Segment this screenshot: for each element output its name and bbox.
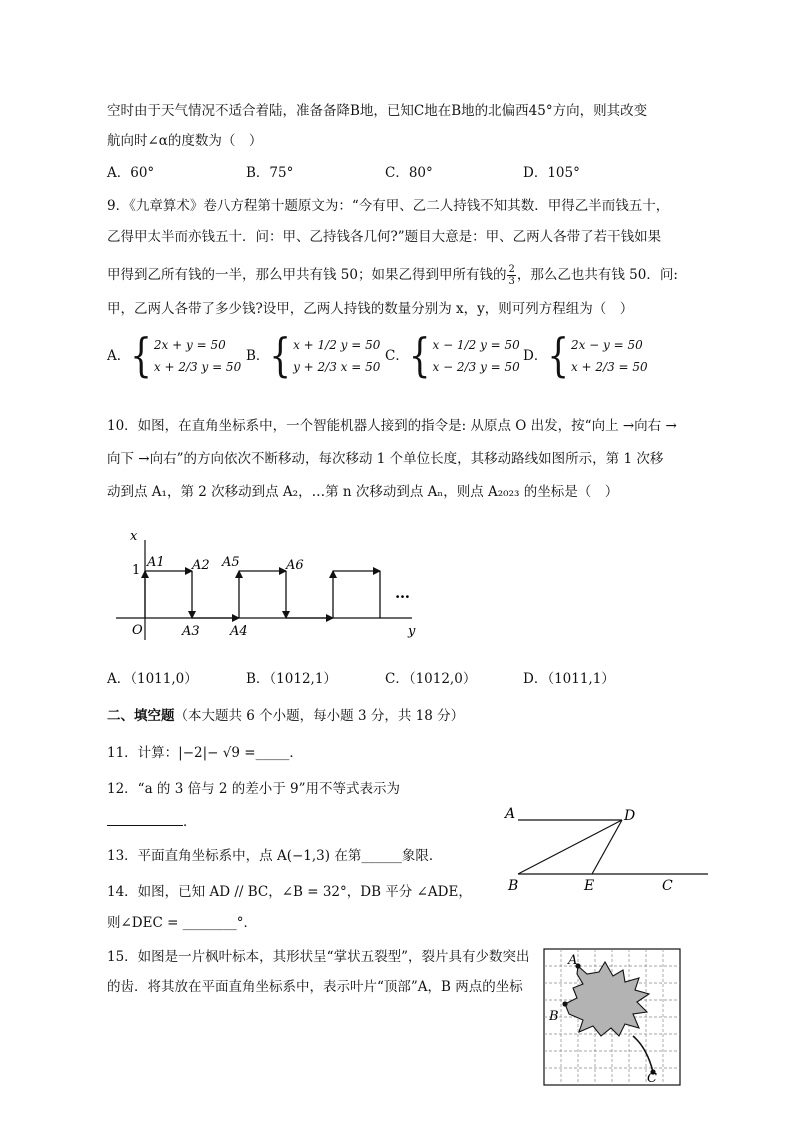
q10-path-figure: [112, 524, 422, 646]
point-label-a3: A3: [182, 624, 200, 639]
q14-parallel-lines-figure: [498, 800, 710, 896]
label-a: A: [568, 953, 578, 968]
axis-label-x: x: [130, 529, 138, 544]
q9-line3-part-a: 甲得到乙所有钱的一半，那么甲共有钱 50；如果乙得到甲所有钱的: [107, 267, 507, 283]
label-b: B: [549, 1009, 559, 1024]
label-c: C: [647, 1071, 657, 1086]
q15-line1: 15．如图是一片枫叶标本，其形状呈“掌状五裂型”，裂片具有少数突出: [107, 949, 530, 965]
left-brace-icon: {: [408, 329, 431, 383]
q11-text: 11．计算：|−2|− √9 =_____．: [107, 745, 303, 761]
q14-line1: 14．如图，已知 AD // BC，∠B = 32°，DB 平分 ∠ADE，: [107, 884, 472, 900]
q9-option-a[interactable]: [107, 329, 242, 383]
q8-line1: 空时由于天气情况不适合着陆，准备备降B地，已知C地在B地的北偏西45°方向，则其改变: [107, 103, 648, 119]
point-label-a5: A5: [222, 555, 240, 570]
q15-maple-leaf-figure: [543, 948, 681, 1086]
point-label-a2: A2: [192, 558, 210, 573]
point-label-a4: A4: [230, 624, 248, 639]
equation: x + 2/3 y = 50: [153, 360, 242, 374]
section-heading: [107, 707, 464, 725]
q10-line3: 动到点 A₁，第 2 次移动到点 A₂，…第 n 次移动到点 Aₙ，则点 A₂₀₂₃ 的坐标是（ ）: [107, 484, 619, 500]
q15-line2: 的齿．将其放在平面直角坐标系中，表示叶片“顶部”A，B 两点的坐标: [107, 979, 523, 995]
q8-line2: 航向时∠α的度数为（ ）: [107, 133, 263, 149]
label-b: B: [508, 878, 519, 894]
option-label: D．: [523, 348, 548, 364]
q14-line2: 则∠DEC = ________°．: [107, 915, 257, 931]
label-c: C: [662, 878, 673, 894]
q9-line3-part-b: ，那么乙也共有钱 50．问:: [516, 267, 678, 283]
point-label-a6: A6: [286, 558, 304, 573]
section-title: 二、填空题: [107, 708, 175, 724]
origin-label: O: [132, 623, 143, 638]
q10-option-d[interactable]: D．（1011,1）: [523, 671, 615, 687]
axis-label-y: y: [408, 624, 416, 639]
equation: x − 2/3 y = 50: [432, 360, 520, 374]
q9-option-d[interactable]: [523, 329, 648, 383]
point-label-a1: A1: [147, 555, 165, 570]
option-label: A．: [107, 348, 131, 364]
q8-option-b[interactable]: B．75°: [246, 165, 294, 181]
q8-option-c[interactable]: C．80°: [385, 165, 433, 181]
q9-fraction: [507, 264, 515, 287]
answer-blank[interactable]: [107, 811, 183, 826]
fraction-denominator: 3: [508, 276, 515, 287]
fraction-numerator: 2: [508, 264, 515, 275]
equation: x + 2/3 = 50: [570, 360, 648, 374]
section-note: （本大题共 6 个小题，每小题 3 分，共 18 分）: [174, 708, 465, 724]
option-label: B．: [246, 348, 270, 364]
left-brace-icon: {: [130, 329, 152, 383]
q9-option-b[interactable]: [246, 329, 381, 383]
q13-text: 13．平面直角坐标系中，点 A(−1,3) 在第______象限．: [107, 848, 443, 864]
q10-line1: 10．如图，在直角坐标系中，一个智能机器人接到的指令是: 从原点 O 出发，按“向上 →向右 →: [107, 418, 677, 434]
q12-line1: 12．“a 的 3 倍与 2 的差小于 9”用不等式表示为: [107, 781, 401, 797]
q12-line2: [107, 811, 197, 831]
left-brace-icon: {: [547, 329, 569, 383]
q8-option-d[interactable]: D．105°: [523, 165, 580, 181]
label-a: A: [505, 806, 516, 822]
equation: y + 2/3 x = 50: [293, 360, 381, 374]
option-label: C．: [385, 348, 409, 364]
q9-line1: 9．《九章算术》卷八方程第十题原文为：“今有甲、乙二人持钱不知其数．甲得乙半而钱五十，: [107, 198, 670, 214]
ellipsis: …: [395, 584, 410, 602]
q10-option-c[interactable]: C．（1012,0）: [385, 671, 477, 687]
q8-option-a[interactable]: A．60°: [107, 165, 155, 181]
punctuation: ．: [183, 814, 197, 830]
equation: x + 1/2 y = 50: [293, 338, 381, 352]
point-b-dot: [562, 1001, 567, 1006]
q10-option-a[interactable]: A．（1011,0）: [107, 671, 198, 687]
q10-line2: 向下 →向右”的方向依次不断移动，每次移动 1 个单位长度，其移动路线如图所示，第 1 次移: [107, 451, 664, 467]
label-e: E: [584, 878, 595, 894]
q9-line3: [107, 264, 678, 287]
q9-line2: 乙得甲太半而亦钱五十．问：甲、乙持钱各几何?”题目大意是：甲、乙两人各带了若干钱如果: [107, 229, 662, 245]
equation: 2x + y = 50: [153, 338, 226, 352]
equation: x − 1/2 y = 50: [432, 338, 520, 352]
left-brace-icon: {: [269, 329, 292, 383]
q9-line4: 甲，乙两人各带了多少钱?设甲，乙两人持钱的数量分别为 x，y，则可列方程组为（ ）: [107, 301, 634, 317]
tick-label-1: 1: [132, 563, 141, 578]
q10-option-b[interactable]: B．（1012,1）: [246, 671, 337, 687]
label-d: D: [624, 808, 636, 824]
q9-option-c[interactable]: [385, 329, 520, 383]
equation: 2x − y = 50: [570, 338, 643, 352]
